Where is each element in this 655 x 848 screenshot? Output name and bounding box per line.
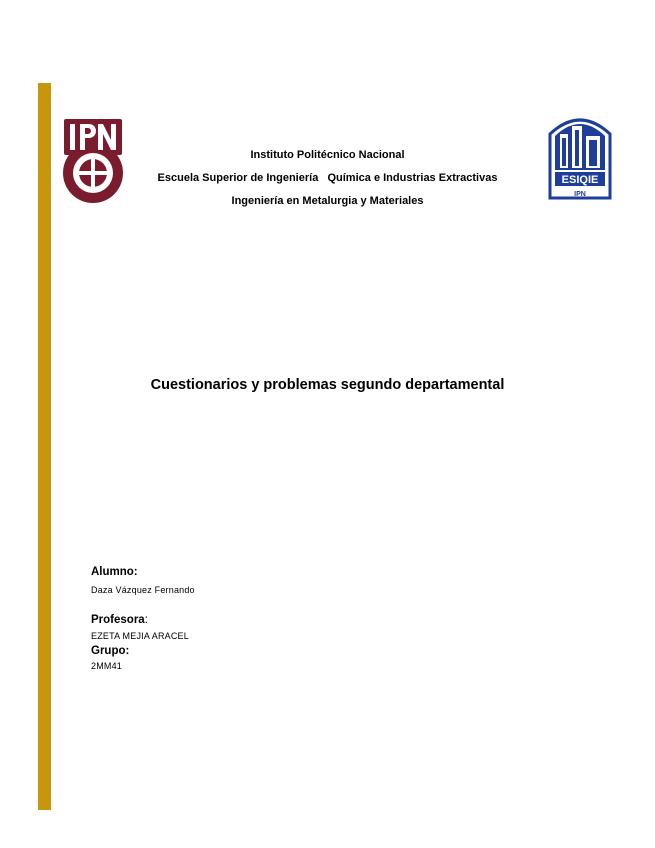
student-label: Alumno: <box>91 566 138 578</box>
document-title: Cuestionarios y problemas segundo departamental <box>150 377 505 393</box>
teacher-label-wrap <box>91 614 148 626</box>
institution-name: Instituto Politécnico Nacional <box>250 149 405 161</box>
program-name: Ingeniería en Metalurgia y Materiales <box>231 195 424 207</box>
teacher-name: EZETA MEJIA ARACEL <box>91 631 189 641</box>
group-value: 2MM41 <box>91 661 123 671</box>
group-label: Grupo: <box>91 645 130 657</box>
teacher-label: Profesora <box>91 614 145 626</box>
teacher-label-colon: : <box>144 614 148 626</box>
esiqie-logo-subtext: IPN <box>574 191 586 198</box>
school-name: Escuela Superior de Ingeniería Química e Industrias Extractivas <box>157 172 498 184</box>
esiqie-logo-text: ESIQIE <box>561 174 599 186</box>
accent-bar <box>38 83 51 810</box>
student-name: Daza Vázquez Fernando <box>91 585 195 595</box>
esiqie-logo-icon <box>546 112 614 202</box>
institution-header <box>130 144 525 213</box>
ipn-logo-icon <box>62 115 124 209</box>
